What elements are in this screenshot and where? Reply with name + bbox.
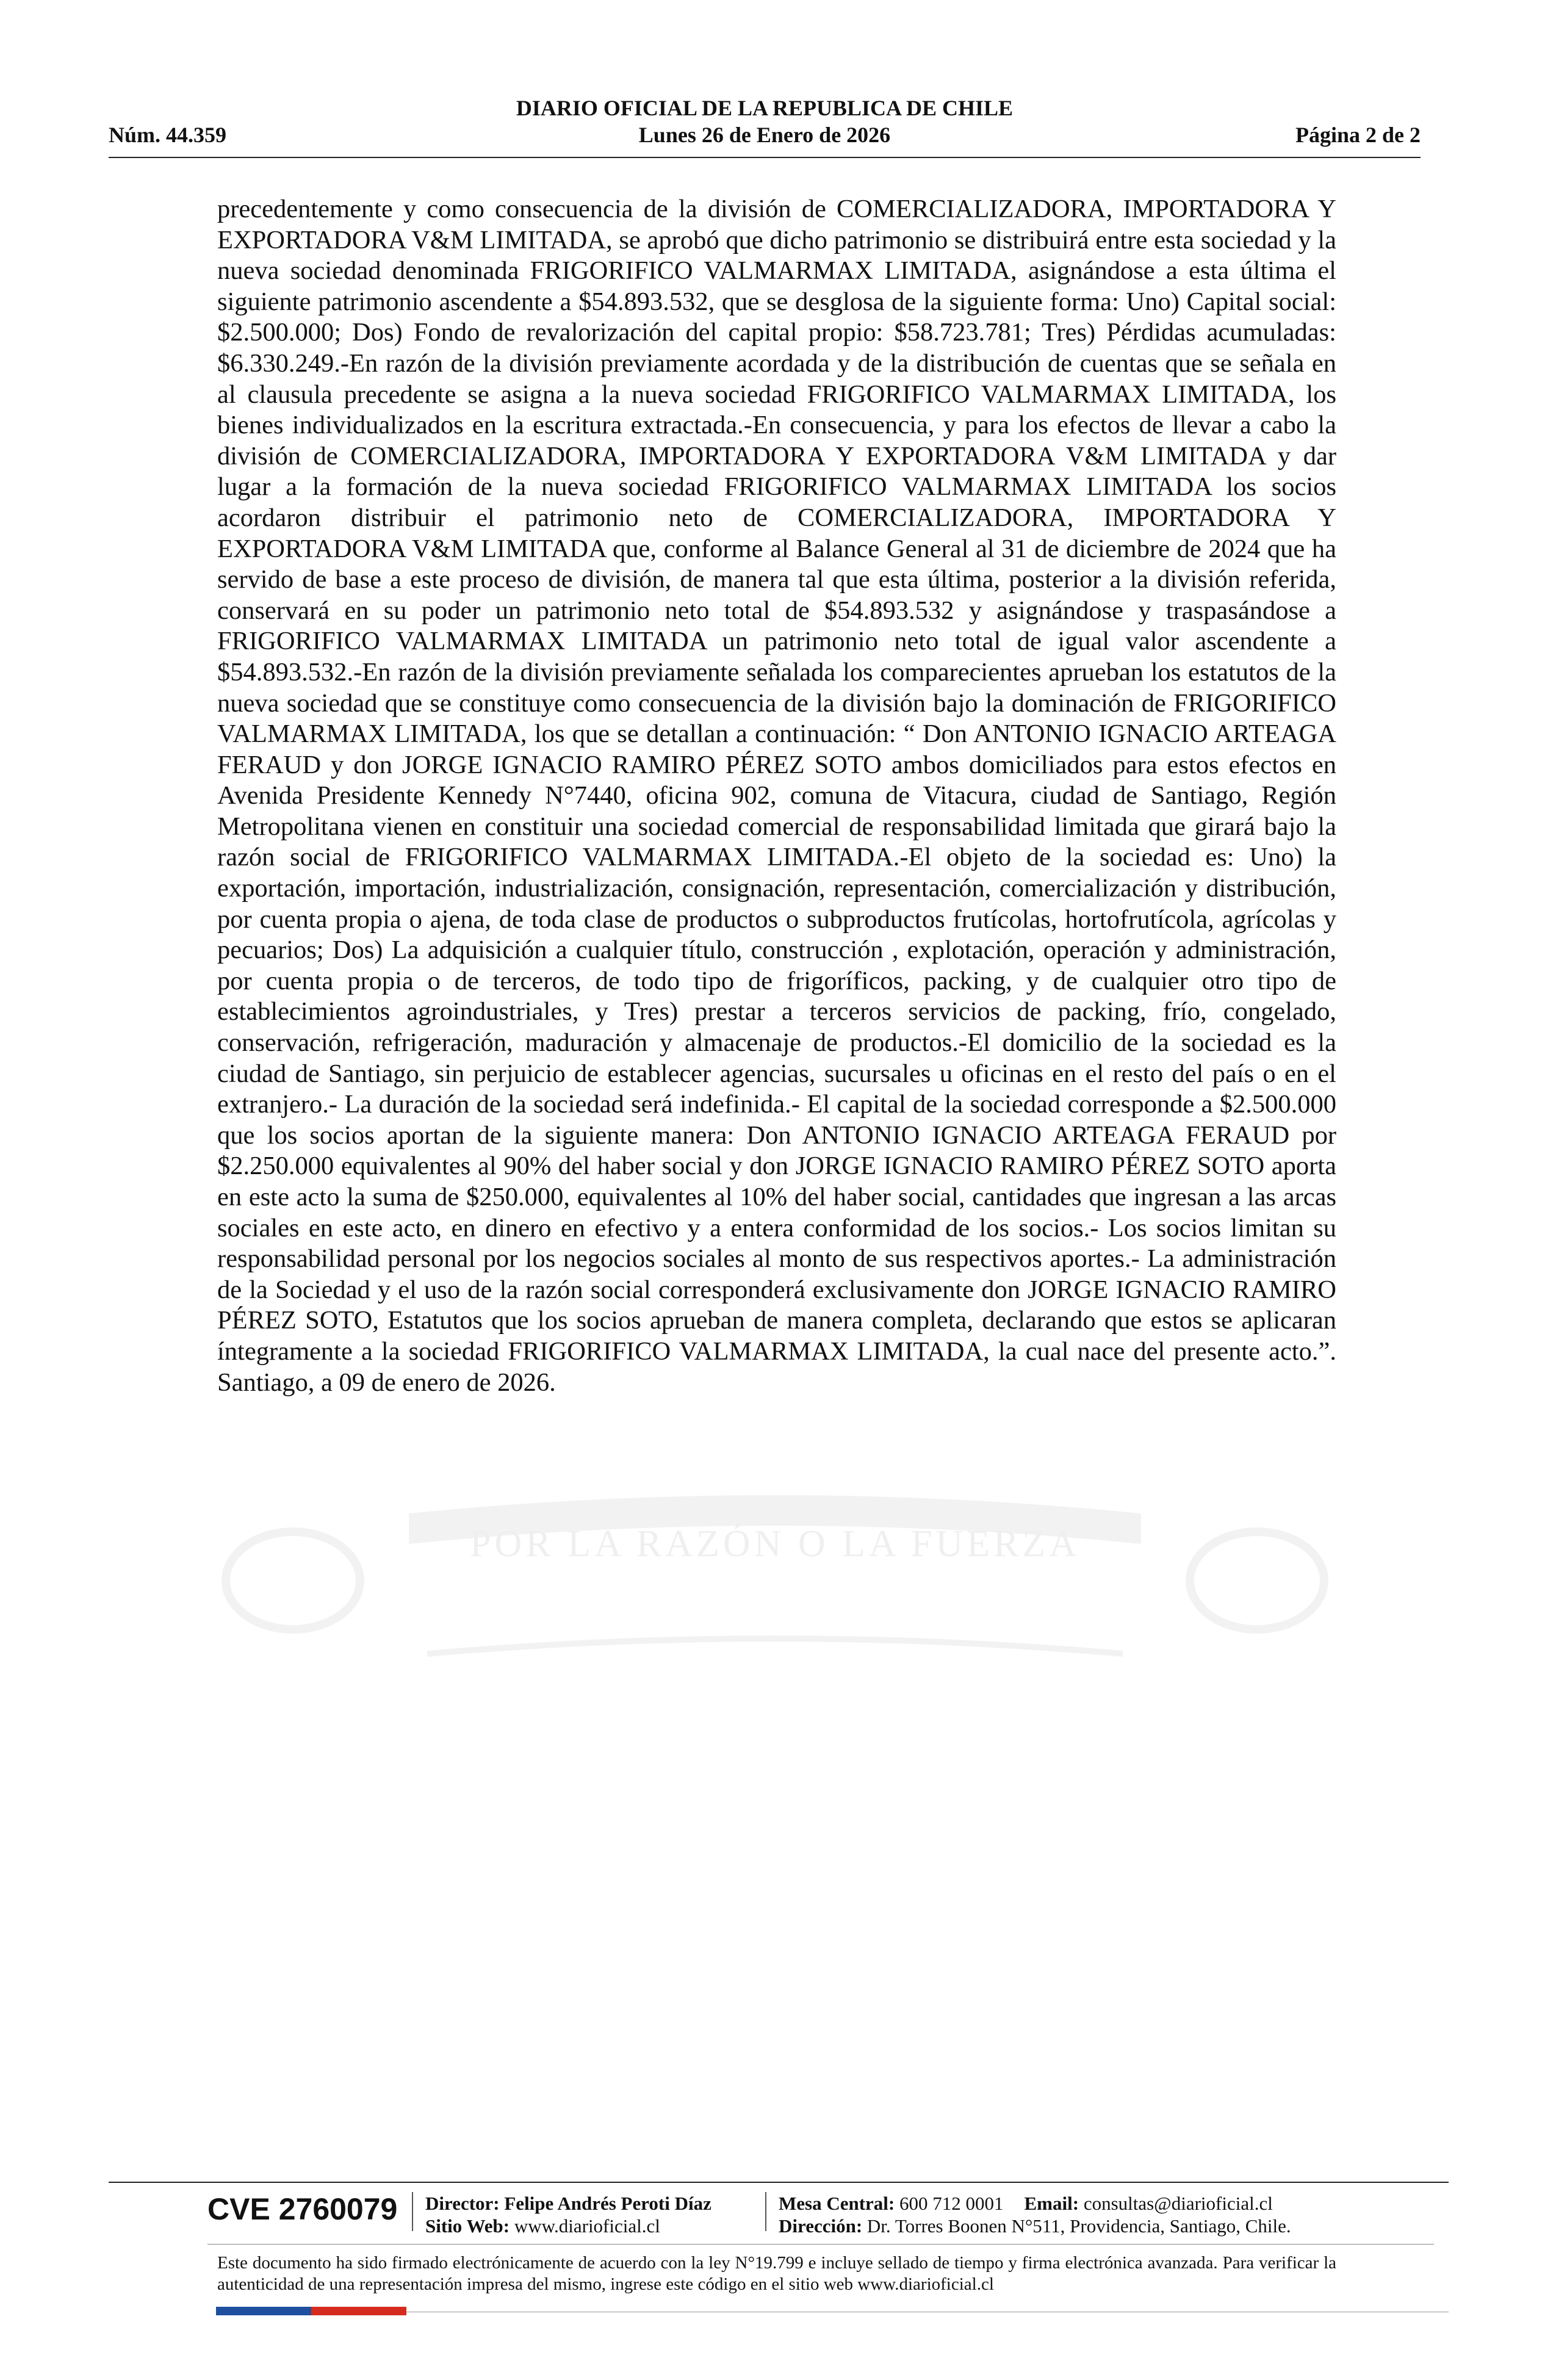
flag-red-segment [311,2307,406,2315]
director-name: Felipe Andrés Peroti Díaz [504,2193,711,2214]
legal-notice: Este documento ha sido firmado electrónicamente de acuerdo con la ley N°19.799 e incluye sellado de tiempo y firma electrónica avanzada. Para verificar la autenticidad de una representación impresa del mismo, ingrese este código en el sitio web www.diarioficial.cl [217,2253,1336,2294]
site-link[interactable]: www.diarioficial.cl [514,2215,660,2237]
page-header [109,92,1421,159]
flag-blue-segment [216,2307,311,2315]
footer-contact-block [779,2192,1291,2237]
watermark-motto: POR LA RAZÓN O LA FUERZA [469,1523,1081,1565]
footer-separator [765,2192,766,2231]
coat-of-arms-watermark [207,1489,1342,1672]
director-label: Director: [425,2193,500,2214]
issue-date: Lunes 26 de Enero de 2026 [638,123,891,147]
address-label: Dirección: [779,2215,863,2237]
footer-divider-mid [207,2244,1434,2245]
footer-divider-top [109,2182,1449,2183]
email-link[interactable]: consultas@diarioficial.cl [1083,2193,1273,2214]
cve-code: CVE 2760079 [207,2192,398,2226]
footer-separator [412,2192,413,2231]
masthead-title: DIARIO OFICIAL DE LA REPUBLICA DE CHILE [516,96,1014,120]
article-body: precedentemente y como consecuencia de la división de COMERCIALIZADORA, IMPORTADORA Y EXPORTADORA V&M LIMITADA, se aprobó que dicho patrimonio se distribuirá entre esta sociedad y la nueva sociedad denominada FRIGORIFICO VALMARMAX LIMITADA, asignándose a esta última el siguiente patrimonio ascendente a $54.893.532, que se desglosa de la siguiente forma: Uno) Capital social: $2.500.000; Dos) Fondo de revalorización del capital propio: $58.723.781; Tres) Pérdidas acumuladas: $6.330.249.-En razón de la división previamente acordada y de la distribución de cuentas que se señala en al clausula precedente se asigna a la nueva sociedad FRIGORIFICO VALMARMAX LIMITADA, los bienes individualizados en la escritura extractada.-En consecuencia, y para los efectos de llevar a cabo la división de COMERCIALIZADORA, IMPORTADORA Y EXPORTADORA V&M LIMITADA y dar lugar a la formación de la nueva sociedad FRIGORIFICO VALMARMAX LIMITADA los socios acordaron distribuir el patrimonio neto de COMERCIALIZADORA, IMPORTADORA Y EXPORTADORA V&M LIMITADA que, conforme al Balance General al 31 de diciembre de 2024 que ha servido de base a este proceso de división, de manera tal que esta última, posterior a la división referida, conservará en su poder un patrimonio neto total de $54.893.532 y asignándose y traspasándose a FRIGORIFICO VALMARMAX LIMITADA un patrimonio neto total de igual valor ascendente a $54.893.532.-En razón de la división previamente señalada los comparecientes aprueban los estatutos de la nueva sociedad que se constituye como consecuencia de la división bajo la dominación de FRIGORIFICO VALMARMAX LIMITADA, los que se detallan a continuación: “ Don ANTONIO IGNACIO ARTEAGA FERAUD y don JORGE IGNACIO RAMIRO PÉREZ SOTO ambos domiciliados para estos efectos en Avenida Presidente Kennedy N°7440, oficina 902, comuna de Vitacura, ciudad de Santiago, Región Metropolitana vienen en constituir una sociedad comercial de responsabilidad limitada que girará bajo la razón social de FRIGORIFICO VALMARMAX LIMITADA.-El objeto de la sociedad es: Uno) la exportación, importación, industrialización, consignación, representación, comercialización y distribución, por cuenta propia o ajena, de toda clase de productos o subproductos frutícolas, hortofrutícola, agrícolas y pecuarios; Dos) La adquisición a cualquier título, construcción , explotación, operación y administración, por cuenta propia o de terceros, de todo tipo de frigoríficos, packing, y de cualquier otro tipo de establecimientos agroindustriales, y Tres) prestar a terceros servicios de packing, frío, congelado, conservación, refrigeración, maduración y almacenaje de productos.-El domicilio de la sociedad es la ciudad de Santiago, sin perjuicio de establecer agencias, sucursales u oficinas en el resto del país o en el extranjero.- La duración de la sociedad será indefinida.- El capital de la sociedad corresponde a $2.500.000 que los socios aportan de la siguiente manera: Don ANTONIO IGNACIO ARTEAGA FERAUD por $2.250.000 equivalentes al 90% del haber social y don JORGE IGNACIO RAMIRO PÉREZ SOTO aporta en este acto la suma de $250.000, equivalentes al 10% del haber social, cantidades que ingresan a las arcas sociales en este acto, en dinero en efectivo y a entera conformidad de los socios.- Los socios limitan su responsabilidad personal por los negocios sociales al monto de sus respectivos aportes.- La administración de la Sociedad y el uso de la razón social corresponderá exclusivamente don JORGE IGNACIO RAMIRO PÉREZ SOTO, Estatutos que los socios aprueban de manera completa, declarando que estos se aplicaran íntegramente a la sociedad FRIGORIFICO VALMARMAX LIMITADA, la cual nace del presente acto.”. Santiago, a 09 de enero de 2026. [217,195,1336,1397]
flag-color-bar [216,2307,406,2315]
address-value: Dr. Torres Boonen N°511, Providencia, Santiago, Chile. [866,2215,1291,2237]
email-label: Email: [1024,2193,1079,2214]
header-divider [109,157,1421,158]
page-number: Página 2 de 2 [1295,123,1421,147]
mesa-phone: 600 712 0001 [899,2193,1004,2214]
site-label: Sitio Web: [425,2215,510,2237]
issue-number: Núm. 44.359 [109,123,227,147]
mesa-label: Mesa Central: [779,2193,895,2214]
footer-director-block [425,2192,711,2237]
